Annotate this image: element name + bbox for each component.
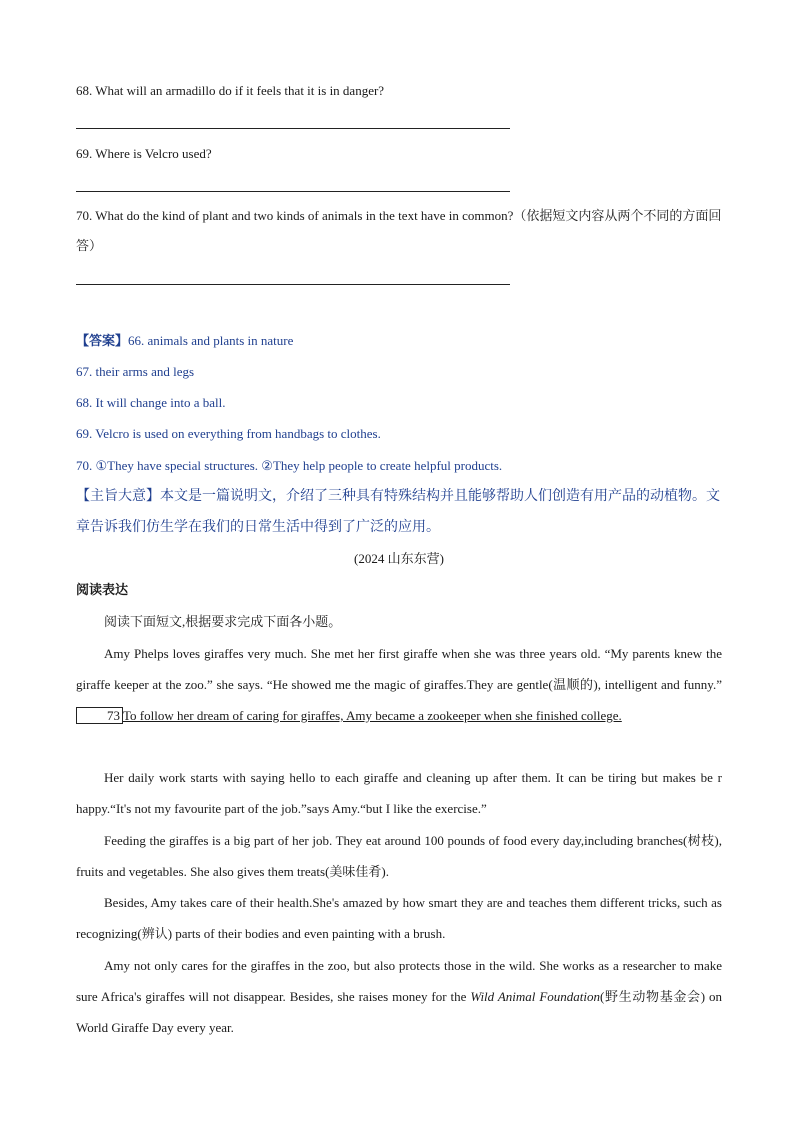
paragraph-1-text: Amy Phelps loves giraffes very much. She met her first giraffe when she was three years old. “My parents knew the giraffe keeper at the zoo.” she says. “He showed me the magic of giraffes.They are gentle(温顺的), intelligent and funny.” [76,646,722,692]
answer-68: 68. It will change into a ball. [76,395,226,410]
blank-number-box: 73 [76,707,123,724]
answer-66-text: 66. animals and plants in nature [128,333,294,348]
summary-text: 本文是一篇说明文，介绍了三种具有特殊结构并且能够帮助人们创造有用产品的动植物。文章告诉我们仿生学在我们的日常生活中得到了广泛的应用。 [76,489,720,535]
paragraph-5-text-a: Amy not only cares for the giraffes in the zoo, but also protects those in the wild. She works as a researcher to make sure Africa's giraffes will not disappear. Besides, she raises money for the [76,958,722,1004]
question-70: 70. What do the kind of plant and two kinds of animals in the text have in common?（依据短文内容从两个不同的方面回答） [76,208,722,253]
passage-paragraph-5 [76,950,722,1043]
answer-66 [76,332,293,350]
circled-two-mark: ② [261,458,273,473]
instruction: 阅读下面短文,根据要求完成下面各小题。 [104,614,342,629]
paragraph-5-text-b: (野生动物基金会) on World Giraffe Day every year. [76,989,722,1035]
answer-70 [76,457,502,475]
source-note: (2024 山东东营) [354,551,444,566]
passage-paragraph-3: Feeding the giraffes is a big part of her job. They eat around 100 pounds of food every day,including branches(树枝), fruits and vegetables. She also gives them treats(美味佳肴). [76,833,722,879]
passage-paragraph-2: Her daily work starts with saying hello to each giraffe and cleaning up after them. It can be tiring but makes be r happy.“It's not my favourite part of the job.”says Amy.“but I like the exercise.” [76,770,722,816]
answer-line-69[interactable] [76,191,510,192]
answer-line-68[interactable] [76,128,510,129]
answer-label: 【答案】 [76,333,129,348]
answer-70-part1: They have special structures. [107,458,262,473]
answer-line-70[interactable] [76,284,510,285]
underlined-sentence: To follow her dream of caring for giraffes, Amy became a zookeeper when she finished college. [123,708,622,723]
question-69: 69. Where is Velcro used? [76,146,212,161]
foundation-name: Wild Animal Foundation [470,989,600,1004]
summary [76,481,722,543]
section-title: 阅读表达 [76,583,129,598]
question-68: 68. What will an armadillo do if it feels that it is in danger? [76,83,385,98]
answer-70-part2: They help people to create helpful products. [272,458,503,473]
answer-69: 69. Velcro is used on everything from handbags to clothes. [76,426,381,441]
passage-paragraph-4: Besides, Amy takes care of their health.She's amazed by how smart they are and teaches them different tricks, such as recognizing(辨认) parts of their bodies and even painting with a brush. [76,895,722,941]
summary-label: 【主旨大意】 [76,489,160,504]
passage-paragraph-1 [76,638,722,731]
answer-70-prefix: 70. [76,458,96,473]
circled-one-mark: ① [95,458,108,473]
answer-67: 67. their arms and legs [76,364,195,379]
